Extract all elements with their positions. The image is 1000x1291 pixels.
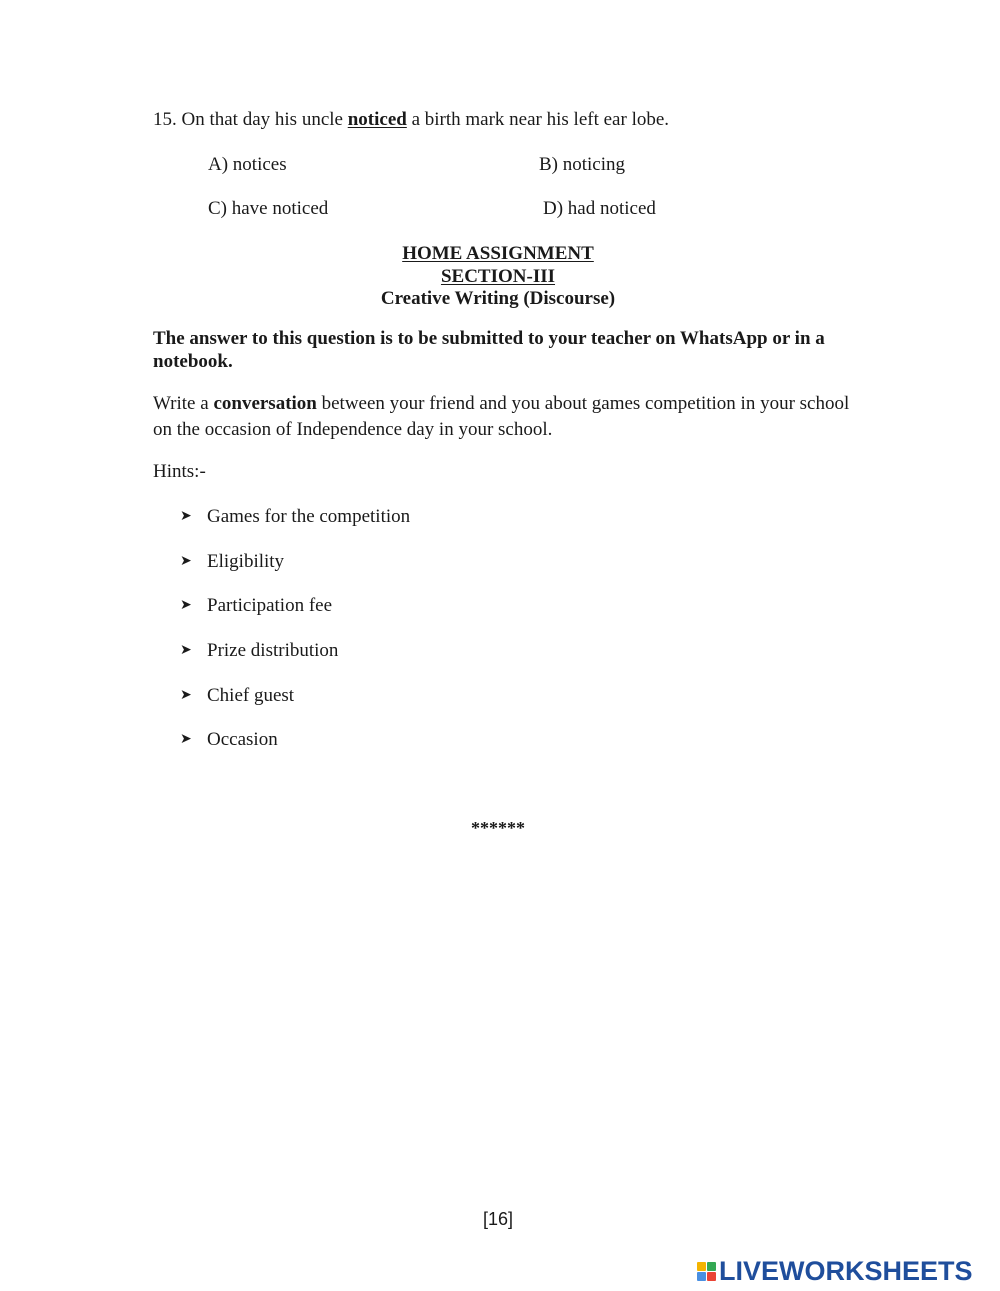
- question-text-after: a birth mark near his left ear lobe.: [411, 109, 670, 130]
- question-15: [153, 109, 669, 131]
- hint-item: ➤ Occasion: [180, 729, 278, 750]
- hint-item: ➤ Participation fee: [180, 595, 333, 616]
- question-text-before: On that day his uncle: [181, 109, 343, 130]
- hint-item: ➤ Chief guest: [180, 685, 295, 706]
- option-c: C) have noticed: [208, 198, 329, 219]
- end-separator: ******: [471, 818, 525, 838]
- logo-block: [707, 1262, 716, 1271]
- arrow-bullet-icon: ➤: [180, 553, 192, 569]
- hint-item: ➤ Games for the competition: [180, 506, 411, 527]
- logo-block: [697, 1262, 706, 1271]
- question-keyword: noticed: [347, 109, 407, 130]
- task-rest: between your friend and you about games competition in your school on the occasion of Independence day in your school.: [153, 393, 850, 440]
- option-a: A) notices: [208, 154, 287, 175]
- arrow-bullet-icon: ➤: [180, 731, 192, 747]
- section-title: SECTION-III: [440, 266, 556, 287]
- question-number: 15.: [153, 109, 177, 130]
- section-subtitle: Creative Writing (Discourse): [380, 288, 616, 309]
- logo-block: [697, 1272, 706, 1281]
- arrow-bullet-icon: ➤: [180, 597, 192, 613]
- assignment-title: HOME ASSIGNMENT: [402, 243, 594, 264]
- task-keyword: conversation: [213, 393, 317, 414]
- hints-label: Hints:-: [153, 461, 206, 482]
- option-b: B) noticing: [539, 154, 626, 175]
- arrow-bullet-icon: ➤: [180, 642, 192, 658]
- logo-text: LIVEWORKSHEETS: [719, 1255, 973, 1286]
- arrow-bullet-icon: ➤: [180, 508, 192, 524]
- task-prefix: Write a: [153, 393, 209, 414]
- writing-task: [153, 391, 858, 443]
- page-number: [16]: [482, 1209, 514, 1229]
- logo-block: [707, 1272, 716, 1281]
- hint-item: ➤ Prize distribution: [180, 640, 339, 661]
- submission-instruction: The answer to this question is to be submitted to your teacher on WhatsApp or in a notebook.: [153, 328, 825, 372]
- logo-blocks-icon: [697, 1262, 716, 1281]
- arrow-bullet-icon: ➤: [180, 687, 192, 703]
- hint-item: ➤ Eligibility: [180, 551, 285, 572]
- liveworksheets-logo[interactable]: [697, 1255, 973, 1287]
- option-d: D) had noticed: [543, 198, 656, 219]
